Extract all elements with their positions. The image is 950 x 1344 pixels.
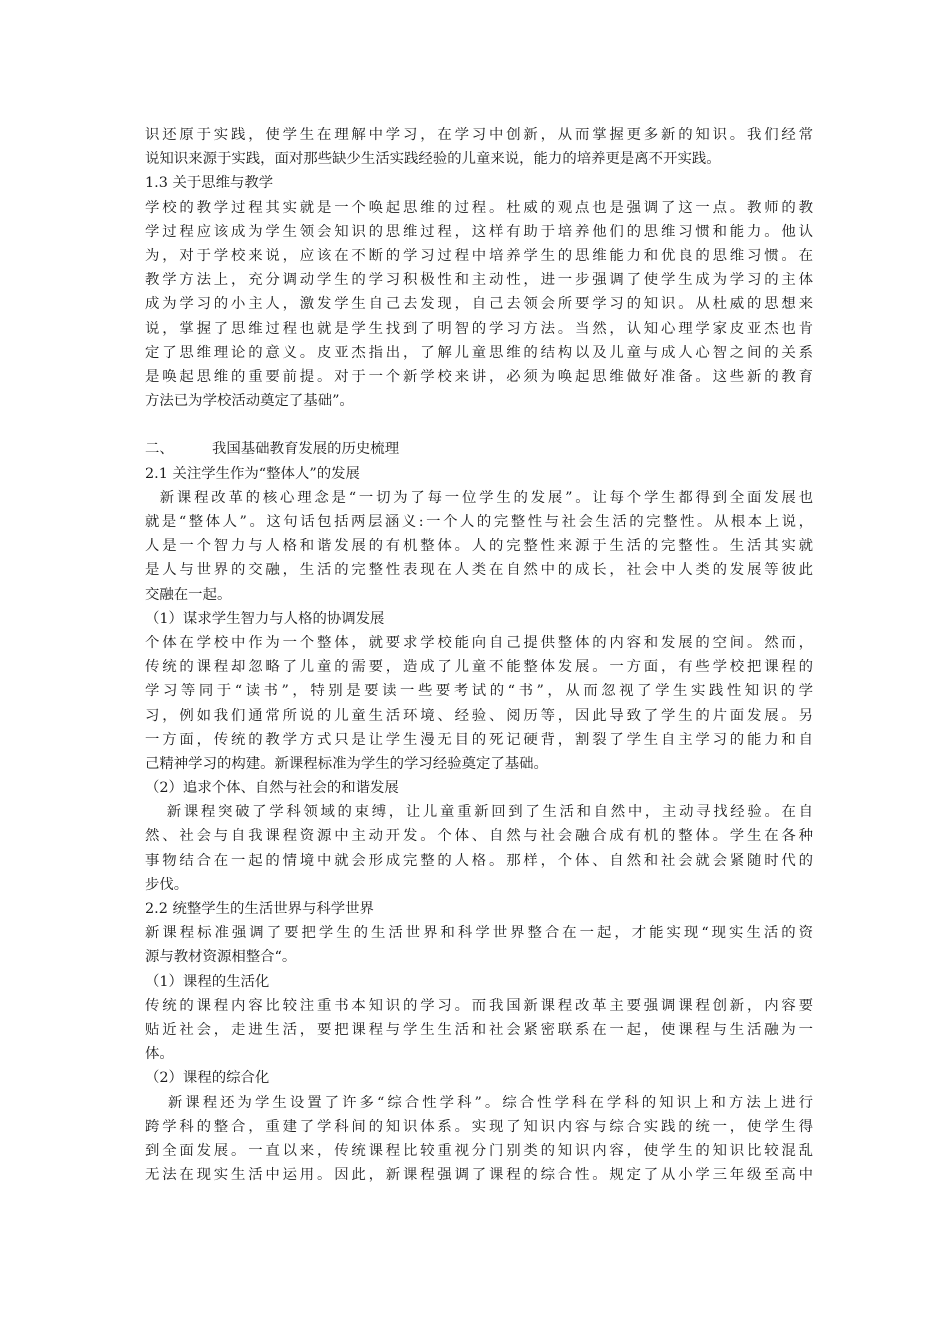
blank-line [145,413,813,437]
body-line: 习，例如我们通常所说的儿童生活环境、经验、阅历等，因此导致了学生的片面发展。另 [145,707,813,724]
body-line: 交融在一起。 [145,586,232,603]
body-line: 定了思维理论的意义。皮亚杰指出，了解儿童思维的结构以及儿童与成人心智之间的关系 [145,344,813,361]
body-line: 识还原于实践，使学生在理解中学习，在学习中创新，从而掌握更多新的知识。我们经常 [145,127,813,143]
body-line: 学校的教学过程其实就是一个唤起思维的过程。杜威的观点也是强调了这一点。教师的教 [145,199,813,216]
body-line: 贴近社会，走进生活，要把课程与学生生活和社会紧密联系在一起，使课程与生活融为一 [145,1021,813,1038]
body-line: 新课程改革的核心理念是“一切为了每一位学生的发展”。让每个学生都得到全面发展也 [145,489,813,506]
body-line: 是人与世界的交融，生活的完整性表现在人类在自然中的成长，社会中人类的发展等彼此 [145,562,813,579]
subheading-2-2-2: （2）课程的综合化 [145,1070,270,1087]
section-heading-2-2: 2.2 统整学生的生活世界与科学世界 [145,901,374,917]
body-line: 新课程突破了学科领域的束缚，让儿童重新回到了生活和自然中，主动寻找经验。在自 [145,804,813,821]
body-line: 然、社会与自我课程资源中主动开发。个体、自然与社会融合成有机的整体。学生在各种 [145,828,813,845]
body-line: 是唤起思维的重要前提。对于一个新学校来讲，必须为唤起思维做好准备。这些新的教育 [145,368,813,385]
body-line: 学习等同于“读书”，特别是要读一些要考试的“书”，从而忽视了学生实践性知识的学 [145,683,813,700]
section-2-title: 我国基础教育发展的历史梳理 [212,441,400,458]
subheading-2-1-1: （1）谋求学生智力与人格的协调发展 [145,610,385,627]
body-line: 个体在学校中作为一个整体，就要求学校能向自己提供整体的内容和发展的空间。然而， [145,634,813,651]
body-line: 教学方法上，充分调动学生的学习积极性和主动性，进一步强调了使学生成为学习的主体 [145,272,813,289]
body-line: 己精神学习的构建。新课程标准为学生的学习经验奠定了基础。 [145,755,548,772]
body-line: 到全面发展。一直以来，传统课程比较重视分门别类的知识内容，使学生的知识比较混乱 [145,1142,813,1159]
body-line: 跨学科的整合，重建了学科间的知识体系。实现了知识内容与综合实践的统一，使学生得 [145,1118,813,1135]
body-line: 就是“整体人”。这句话包括两层涵义:一个人的完整性与社会生活的完整性。从根本上说， [145,514,813,530]
body-line: 传统的课程内容比较注重书本知识的学习。而我国新课程改革主要强调课程创新，内容要 [145,997,813,1014]
section-heading-2-1: 2.1 关注学生作为“整体人”的发展 [145,465,360,482]
body-line: 说，掌握了思维过程也就是学生找到了明智的学习方法。当然，认知心理学家皮亚杰也肯 [145,320,813,337]
body-line: 一方面，传统的教学方式只是让学生漫无目的死记硬背，割裂了学生自主学习的能力和自 [145,731,813,748]
section-2-heading [145,437,813,461]
section-heading-1-3: 1.3 关于思维与教学 [145,175,274,192]
subheading-2-2-1: （1）课程的生活化 [145,973,270,990]
body-line: 成为学习的小主人，激发学生自己去发现，自己去领会所要学习的知识。从杜威的思想来 [145,296,813,313]
section-2-mark: 二、 [145,441,174,458]
body-line: 无法在现实生活中运用。因此，新课程强调了课程的综合性。规定了从小学三年级至高中 [145,1167,813,1184]
body-line: 人是一个智力与人格和谐发展的有机整体。人的完整性来源于生活的完整性。生活其实就 [145,538,813,555]
body-line: 事物结合在一起的情境中就会形成完整的人格。那样，个体、自然和社会就会紧随时代的 [145,852,813,869]
body-line: 方法已为学校活动奠定了基础”。 [145,393,354,410]
body-line: 步伐。 [145,876,189,893]
subheading-2-1-2: （2）追求个体、自然与社会的和谐发展 [145,780,399,797]
document-body [145,123,813,1187]
body-line: 新课程还为学生设置了许多“综合性学科”。综合性学科在学科的知识上和方法上进行 [145,1094,813,1111]
body-line: 传统的课程却忽略了儿童的需要，造成了儿童不能整体发展。一方面，有些学校把课程的 [145,659,813,676]
body-line: 新课程标准强调了要把学生的生活世界和科学世界整合在一起，才能实现“现实生活的资 [145,925,813,942]
body-line: 源与教材资源相整合“。 [145,949,297,966]
body-line: 为，对于学校来说，应该在不断的学习过程中培养学生的思维能力和优良的思维习惯。在 [145,247,813,264]
body-line: 体。 [145,1046,174,1063]
body-line: 学过程应该成为学生领会知识的思维过程，这样有助于培养他们的思维习惯和能力。他认 [145,223,813,240]
body-line: 说知识来源于实践，面对那些缺少生活实践经验的儿童来说，能力的培养更是离不开实践。 [145,151,721,168]
